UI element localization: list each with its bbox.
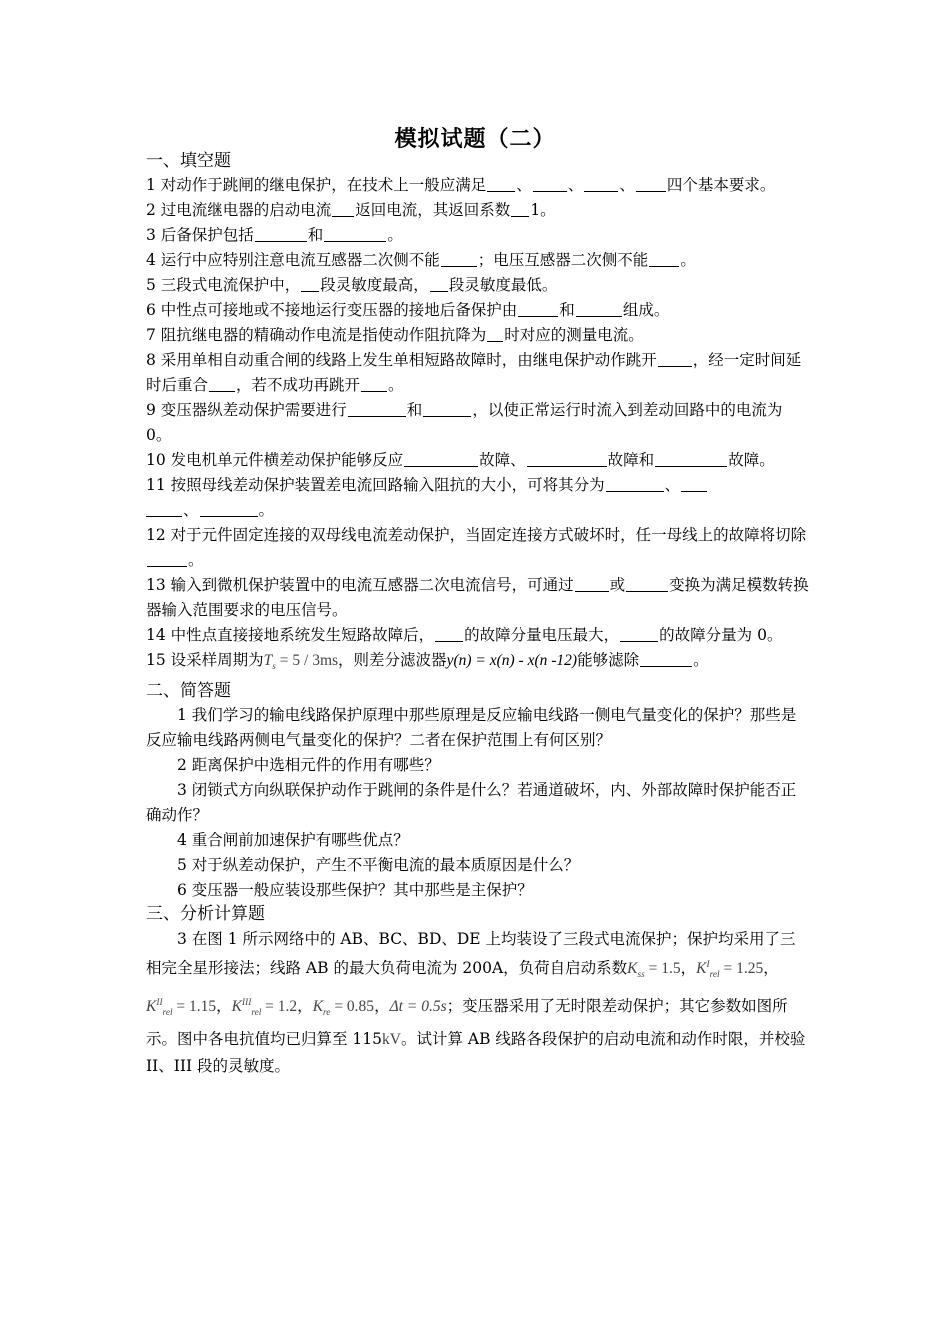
question-short-4: 4 重合闸前加速保护有哪些优点？ <box>177 831 409 850</box>
question-short-1: 1 我们学习的输电线路保护原理中那些原理是反应输电线路一侧电气量变化的保护？那些是反应输电线路两侧电气量变化的保护？二者在保护范围上有何区别？ <box>146 706 797 750</box>
question-fill-15: 15 设采样周期为$T_s = 5 / 3ms$，则差分滤波器y(n) = x(n) - x(n -12)能够滤除 。 <box>146 651 709 673</box>
question-fill-4: 4 运行中应特别注意电流互感器二次侧不能 ；电压互感器二次侧不能 。 <box>146 251 696 269</box>
question-fill-13: 13 输入到微机保护装置中的电流互感器二次电流信号，可通过 或 变换为满足模数转换器输入范围要求的电压信号。 <box>146 576 809 619</box>
section-heading-short: 二、简答题 <box>146 681 231 702</box>
question-fill-6: 6 中性点可接地或不接地运行变压器的接地后备保护由 和 组成。 <box>146 301 670 319</box>
krel2-formula: $K^{II}_{rel} = 1.15$ <box>146 998 217 1019</box>
question-fill-14: 14 中性点直接接地系统发生短路故障后， 的故障分量电压最大， 的故障分量为 0。 <box>146 626 783 644</box>
krel3-formula: $K^{III}_{rel} = 1.2$ <box>231 998 298 1019</box>
question-fill-12: 12 对于元件固定连接的双母线电流差动保护，当固定连接方式破坏时，任一母线上的故障将切除。 <box>146 526 807 569</box>
kre-formula: $K_{re} = 0.85$ <box>312 998 375 1019</box>
question-short-5: 5 对于纵差动保护，产生不平衡电流的最本质原因是什么？ <box>177 856 580 875</box>
question-short-2: 2 距离保护中选相元件的作用有哪些？ <box>177 756 440 775</box>
question-calc-3: 3 在图 1 所示网络中的 AB、BC、BD、DE 上均装设了三段式电流保护；保护均采用了三相完全星形接法；线路 AB 的最大负荷电流为 200A，负荷自启动系数$K_{ss} = 1.5$，$K^I_{rel} = 1.25$， $K^{II}_{rel} = 1.15$，$K^{III}_{rel} = 1.2$，$K_{re} = 0.85$，Δt = 0.5s；变压器采用了无时限差动保护；其它参数如图所示。图中各电抗值均已归算至 115kV。试计算 AB 线路各段保护的启动电流和动作时限，并校验 II、III 段的灵敏度。 <box>146 930 806 1076</box>
difference-filter-formula: y(n) = x(n) - x(n -12) <box>446 652 578 669</box>
question-fill-11: 11 按照母线差动保护装置差电流回路输入阻抗的大小，可将其分为 、 、 。 <box>146 473 810 523</box>
page-title: 模拟试题（二） <box>394 127 556 152</box>
question-fill-2: 2 过电流继电器的启动电流 返回电流，其返回系数 1。 <box>146 201 556 219</box>
question-fill-9: 9 变压器纵差动保护需要进行 和 ，以使正常运行时流入到差动回路中的电流为 0。 <box>146 401 783 444</box>
section-heading-fill: 一、填空题 <box>146 151 231 171</box>
delta-t-formula: Δt = 0.5s <box>389 998 447 1016</box>
question-fill-8: 8 采用单相自动重合闸的线路上发生单相短路故障时，由继电保护动作跳开 ，经一定时间延时后重合 ，若不成功再跳开 。 <box>146 351 802 394</box>
krel1-formula: $K^I_{rel} = 1.25$ <box>696 960 764 981</box>
question-fill-7: 7 阻抗继电器的精确动作电流是指使动作阻抗降为 时对应的测量电流。 <box>146 326 644 344</box>
kss-formula: $K_{ss} = 1.5$ <box>627 960 681 981</box>
unit-kv: kV <box>382 1031 401 1049</box>
section-heading-calc: 三、分析计算题 <box>146 904 265 925</box>
sampling-period-formula: $T_s = 5 / 3ms$ <box>263 652 339 673</box>
question-fill-3: 3 后备保护包括 和 。 <box>146 226 403 244</box>
question-fill-1: 1 对动作于跳闸的继电保护，在技术上一般应满足 、 、 、 四个基本要求。 <box>146 176 776 194</box>
question-short-3: 3 闭锁式方向纵联保护动作于跳闸的条件是什么？若通道破坏，内、外部故障时保护能否正确动作？ <box>146 781 797 825</box>
question-short-6: 6 变压器一般应装设那些保护？其中那些是主保护？ <box>177 881 533 900</box>
document-body <box>146 150 810 1079</box>
question-fill-5: 5 三段式电流保护中， 段灵敏度最高， 段灵敏度最低。 <box>146 276 558 294</box>
question-fill-10: 10 发电机单元件横差动保护能够反应 故障、 故障和 故障。 <box>146 451 775 469</box>
